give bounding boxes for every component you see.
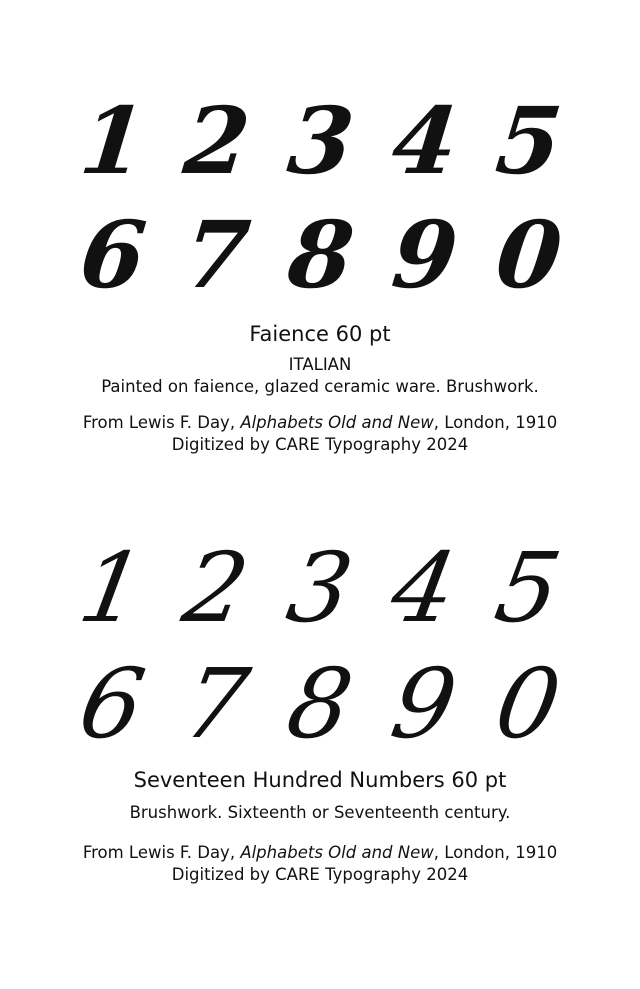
source-suffix: , London, 1910 xyxy=(433,413,558,432)
faience-digit: 9 xyxy=(387,201,461,309)
source-prefix: From Lewis F. Day, xyxy=(82,413,241,432)
faience-specimen xyxy=(0,86,640,456)
seventeen-hundred-digitized-credit: Digitized by CARE Typography 2024 xyxy=(171,865,469,884)
seventeen-hundred-digit: 6 xyxy=(71,648,153,760)
faience-description: Painted on faience, glazed ceramic ware. Brushwork. xyxy=(101,377,539,396)
seventeen-hundred-description: Brushwork. Sixteenth or Seventeenth century. xyxy=(129,803,511,822)
source-book-title: Alphabets Old and New xyxy=(240,413,434,432)
faience-digit: 4 xyxy=(387,87,461,195)
faience-digit: 1 xyxy=(75,87,149,195)
seventeen-hundred-digit: 5 xyxy=(487,532,569,644)
seventeen-hundred-digit: 1 xyxy=(71,532,153,644)
faience-font-name: Faience 60 pt xyxy=(249,322,391,346)
faience-digit: 2 xyxy=(179,87,253,195)
seventeen-hundred-font-name: Seventeen Hundred Numbers 60 pt xyxy=(133,768,507,792)
seventeen-hundred-digits-row-1 xyxy=(0,530,640,646)
seventeen-hundred-digit: 3 xyxy=(279,532,361,644)
seventeen-hundred-digits-row-2 xyxy=(0,646,640,762)
source-prefix: From Lewis F. Day, xyxy=(82,843,241,862)
faience-digit: 7 xyxy=(179,201,253,309)
source-suffix: , London, 1910 xyxy=(433,843,558,862)
seventeen-hundred-digit: 8 xyxy=(279,648,361,760)
faience-origin: ITALIAN xyxy=(288,355,352,374)
seventeen-hundred-digit: 7 xyxy=(175,648,257,760)
seventeen-hundred-digit: 0 xyxy=(487,648,569,760)
faience-digit: 0 xyxy=(491,201,565,309)
faience-digits-row-1 xyxy=(0,86,640,196)
faience-digitized-credit: Digitized by CARE Typography 2024 xyxy=(171,435,469,454)
faience-digit: 6 xyxy=(75,201,149,309)
faience-digit: 5 xyxy=(491,87,565,195)
faience-digit: 3 xyxy=(283,87,357,195)
seventeen-hundred-digit: 9 xyxy=(383,648,465,760)
source-book-title: Alphabets Old and New xyxy=(240,843,434,862)
seventeen-hundred-digit: 2 xyxy=(175,532,257,644)
faience-digit: 8 xyxy=(283,201,357,309)
faience-source xyxy=(0,412,640,434)
seventeen-hundred-specimen xyxy=(0,530,640,886)
seventeen-hundred-digit: 4 xyxy=(383,532,465,644)
faience-digits-row-2 xyxy=(0,200,640,310)
seventeen-hundred-source xyxy=(0,842,640,864)
